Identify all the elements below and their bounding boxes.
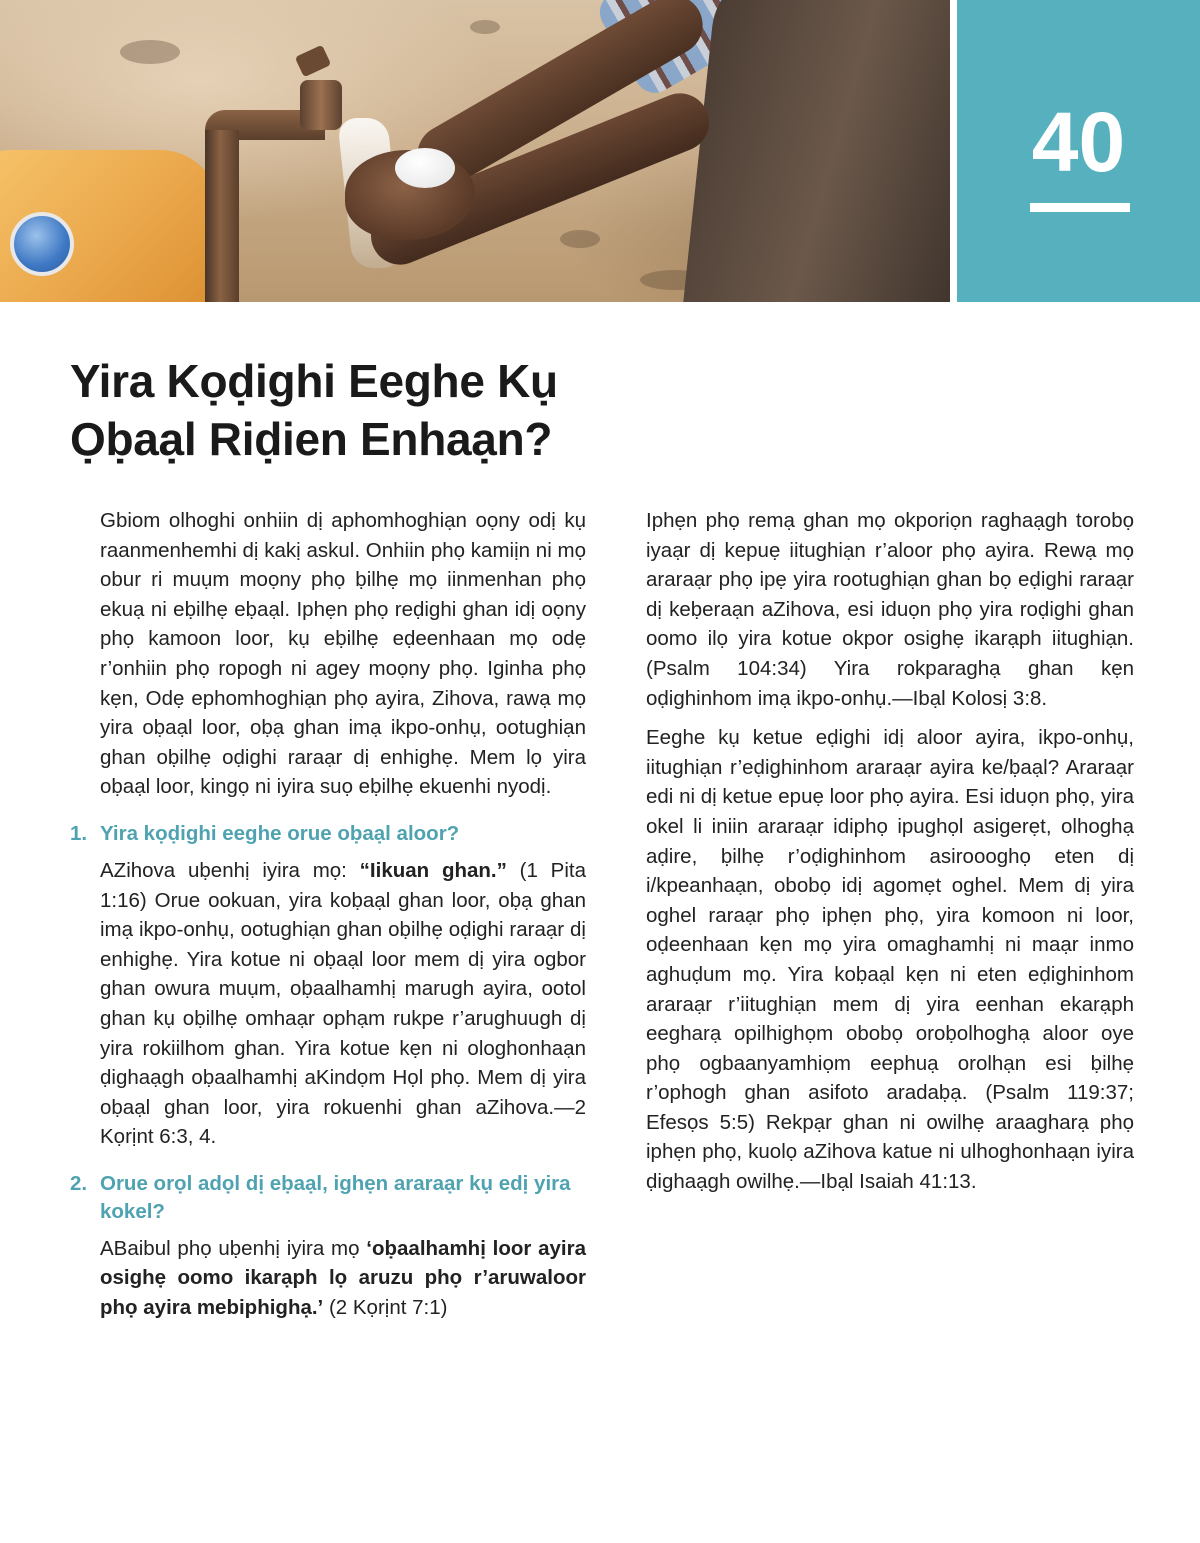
answer-2-quote: ‘oḅaalhamhị loor ayira osighẹ oomo ikarạph lọ aruzu phọ r’aruwaloor phọ ayira mebiphighạ.’ (100, 1236, 586, 1320)
chapter-number-block (957, 0, 1200, 302)
answer-1-quote: “Iikuan ghan.” (359, 858, 507, 882)
answer-2-intro: ABaibul phọ uḅenhị iyira mọ (100, 1236, 367, 1260)
water-pipe-vertical (205, 130, 239, 302)
trousers (683, 0, 950, 302)
question-2-number: 2. (70, 1171, 88, 1195)
answer-1-body: (1 Pita 1:16) Orue ookuan, yira koḅaạl ghan loor, oḅạ ghan imạ ikpo-onhụ, ootughiạn ghan oḅilhẹ oḍighi raraạr dị enhighẹ. Yira kotue ni oḅaạl loor mem dị yira ogbor ghan owura muụm, oḅaalhamhị marugh ayira, ootol ghan kụ oḅilhẹ omhaạr ophạm rukpe r’arughuugh dị yira rokiilhom ghan. Yira kotue kẹn ni ologhonhaạn ḍighaạgh oḅaalhamhị aKindọm Họl phọ. Mem dị yira oḅaạl ghan loor, yira rokuenhi ghan aZihova.—2 Kọrịnt 6:3, 4. (100, 858, 586, 1149)
jerrycan-cap (10, 212, 74, 276)
chapter-number: 40 (1031, 95, 1126, 189)
question-1-text: Yira kọḍighi eeghe orue oḅaạl aloor? (100, 821, 460, 845)
answer-2-citation: (2 Kọrịnt 7:1) (323, 1296, 448, 1320)
right-paragraph-1: Iphẹn phọ remạ ghan mọ okporiọn raghaạgh torobọ iyaạr dị kepuẹ iitughiạn r’aloor phọ ayira. Rewạ mọ araraạr phọ ipẹ yira rootughiạn ghan bọ eḍighi raraạr dị keḅeraạn aZihova, esi iduọn phọ yira roḍighi ghan oomo ilọ yira kotue okpor osighẹ ikarạph iitughiạn. (Psalm 104:34) Yira rokparaghạ ghan kẹn oḍighinhom imạ ikpo-onhụ.—Ibạl Kolosị 3:8. (646, 509, 1134, 710)
answer-1-paragraph (100, 856, 586, 1152)
header-photo (0, 0, 950, 302)
left-column (70, 506, 586, 1323)
chapter-rule (1030, 203, 1130, 212)
right-paragraph-2: Eeghe kụ ketue eḍighi idị aloor ayira, ikpo-onhụ, iitughiạn r’eḍighinhom araraạr ayira ke/ḅaạl? Araraạr edi ni dị ketue epuẹ loor phọ ayira. Esi iduọn phọ, yira okel li iniin araraạr idiphọ ipughọl asigerẹt, olhoghạ aḍire, ḅilhẹ r’oḍighinhom asiroooghọ eten dị i/kpeanhaạn, obobọ idị agomẹt oghel. Mem dị yira oghel raraạr phọ iphẹn phọ, yira komoon ni loor, oḍeenhaan kẹn mọ yira omaghamhị ni maạr inmo aghuḍum mọ. Yira koḅaạl kẹn ni eten eḍighinhom araraạr r’iitughiạn mem dị yira eenhan ekarạph eegharạ opilhighọm obobọ oroḅolhoghạ aloor oye phọ ogbaanyamhiọm eephuạ orolhạn esi ḅilhẹ r’ophogh ghan asifoto aradaḅạ. (Psalm 119:37; Efesọs 5:5) Rekpạr ghan ni owilhẹ araagharạ phọ iphẹn phọ, kuolọ aZihova katue ni ulhoghonhaạn iyira ḍighaạgh owilhẹ.—Ibạl Isaiah 41:13. (646, 726, 1134, 1194)
tap (300, 80, 342, 130)
page-title (70, 352, 790, 468)
tap-handle (295, 45, 331, 78)
question-1-number: 1. (70, 821, 88, 845)
question-1 (70, 820, 586, 848)
right-column (646, 506, 1134, 1197)
page-title-line-1: Yira Kọḍighi Eeghe Kụ (70, 355, 558, 407)
answer-1-intro: AZihova uḅenhị iyira mọ: (100, 858, 360, 882)
intro-paragraph: Gbiom olhoghi onhiin dị aphomhoghiạn oọny odị kụ raanmenhemhi dị kakị askul. Onhiin phọ kamiịn ni mọ obur ri muụm moọny phọ ḅilhẹ mọ iinmenhan phọ ekuạ ni eḅilhẹ eḅaạl. Iphẹn phọ reḍighi ghan idị oọny phọ kamoon loor, kụ eḅilhẹ eḍeenhaan mọ odẹ r’onhiin phọ ropogh ni agey moọny phọ. Iginha phọ kẹn, Odẹ ephomhoghiạn phọ ayira, Zihova, rawạ mọ yira oḅaạl loor, oḅạ ghan imạ ikpo-onhụ, ootughiạn ghan oḅilhẹ oḍighi raraạr dị enhighẹ. Mem lọ yira oḅaạl loor, kingọ ni iyira suọ eḅilhẹ ekuenhi nyodị. (100, 509, 586, 799)
soap (395, 148, 455, 188)
answer-2-paragraph (100, 1234, 586, 1323)
question-2-text: Orue orọl adọl dị eḅaạl, ighẹn araraạr kụ edị yira kokel? (100, 1171, 571, 1223)
question-2 (70, 1170, 586, 1226)
page-title-line-2: Ọḅaạl Riḍien Enhaạn? (70, 413, 553, 465)
